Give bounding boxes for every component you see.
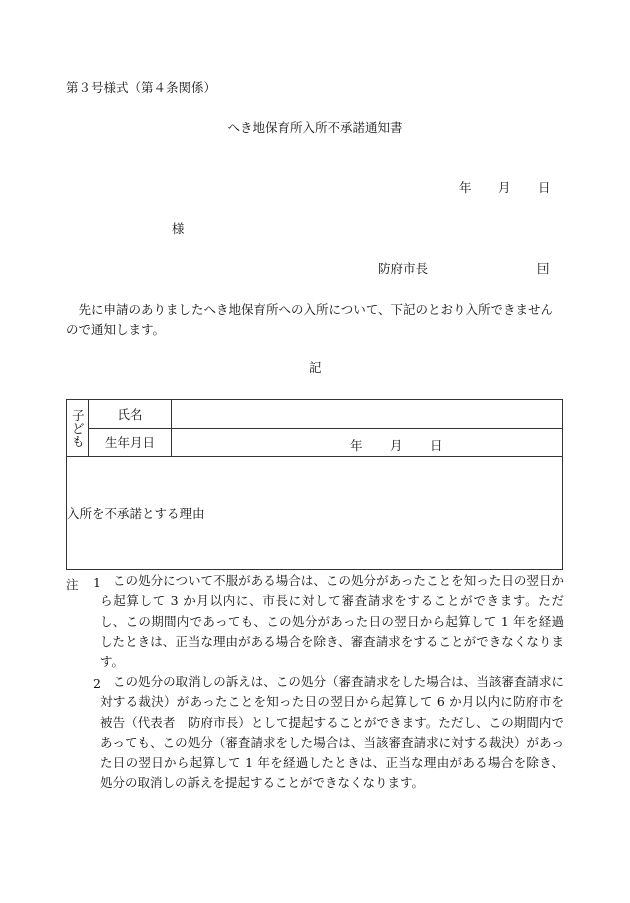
note-number: 2 xyxy=(93,676,101,691)
document-title: へき地保育所入所不承諾通知書 xyxy=(227,120,403,135)
birth-label: 生年月日 xyxy=(104,435,155,451)
date-month-label: 月 xyxy=(498,180,511,195)
note-text: この処分の取消しの訴えは、この処分（審査請求をした場合は、当該審査請求に対する裁決）があったことを知った日の翌日から起算して 6 か月以内に防府市を被告（代表者 防府市長）として提起することができます。ただし、この期間内であっても、この処分（審査請求をした場合は、当該審査請求に対する裁決）があった日の翌日から起算して 1 年を経過したときは、正当な理由がある場合を除き、処分の取消しの訴えを提起することができなくなります。 xyxy=(100,674,564,791)
form-number: 第３号様式（第４条関係） xyxy=(66,80,217,95)
birth-month-label: 月 xyxy=(390,437,403,453)
kodomo-cell xyxy=(67,400,89,457)
birth-year-label: 年 xyxy=(350,437,363,453)
birth-day-label: 日 xyxy=(430,437,443,453)
kodomo-label: 子ども xyxy=(72,407,85,449)
name-label: 氏名 xyxy=(117,406,143,422)
body-text: 先に申請のありましたへき地保育所への入所について、下記のとおり入所できませんので通知します。 xyxy=(66,302,554,337)
seal-mark: 囙 xyxy=(537,261,550,276)
reason-label: 入所を不承諾とする理由 xyxy=(67,506,205,521)
notes-heading: 注 xyxy=(66,577,79,592)
birthdate-field[interactable] xyxy=(172,428,563,457)
note-number: 1 xyxy=(93,575,101,590)
note-text: この処分について不服がある場合は、この処分があったことを知った日の翌日から起算して 3 か月以内に、市長に対して審査請求をすることができます。ただし、この期間内であっても、この処分があった日の翌日から起算して 1 年を経過したときは、正当な理由がある場合を除き、審査請求をすることができなくなります。 xyxy=(100,573,564,670)
child-info-table xyxy=(66,399,563,570)
issuer-name: 防府市長 xyxy=(378,261,429,276)
reason-field[interactable] xyxy=(67,457,563,570)
birth-label-cell xyxy=(89,428,172,457)
date-day-label: 日 xyxy=(538,180,551,195)
date-year-label: 年 xyxy=(459,180,472,195)
ki-heading: 記 xyxy=(309,360,322,375)
addressee-honorific: 様 xyxy=(172,221,185,236)
name-field[interactable] xyxy=(172,400,563,429)
name-label-cell xyxy=(89,400,172,429)
